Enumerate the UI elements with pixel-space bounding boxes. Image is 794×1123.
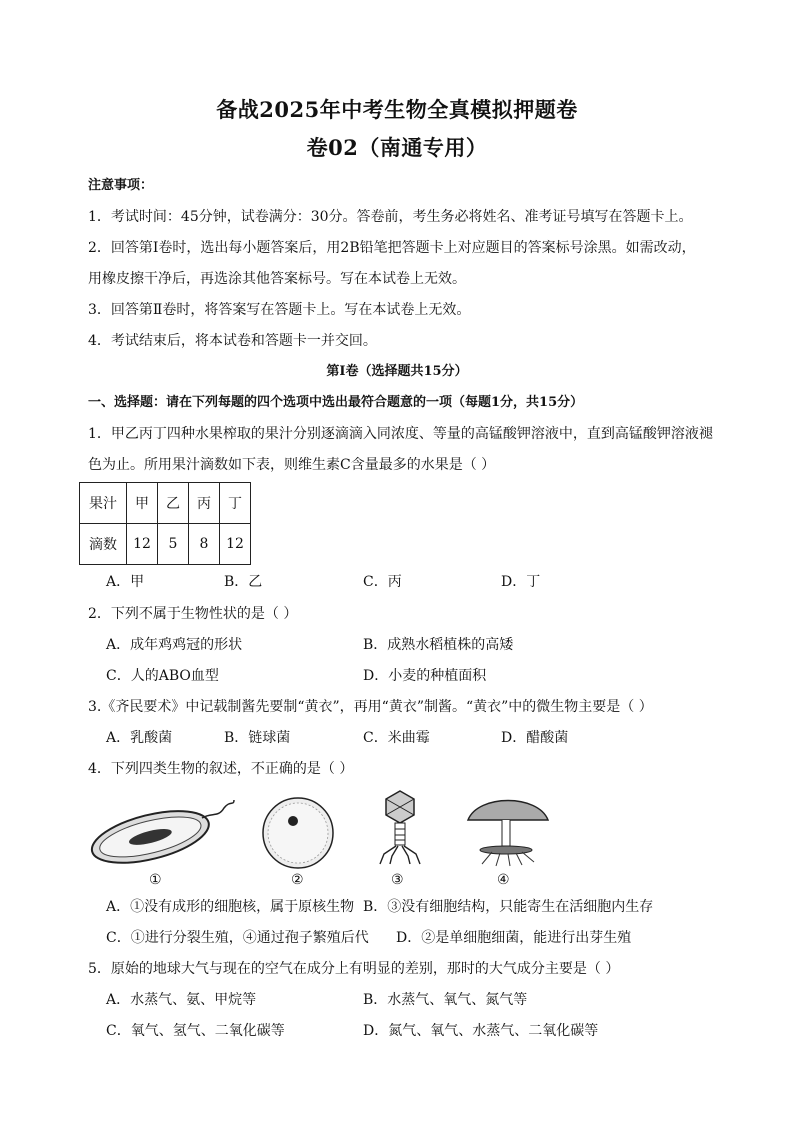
question-1-stem-cont: 色为止。所用果汁滴数如下表，则维生素C含量最多的水果是（ ） bbox=[88, 457, 496, 473]
option-b[interactable]: B．链球菌 bbox=[224, 730, 291, 746]
option-b[interactable]: B．乙 bbox=[224, 574, 263, 590]
mushroom-figure bbox=[462, 790, 554, 868]
question-3-stem: 3.《齐民要术》中记载制酱先要制“黄衣”，再用“黄衣”制酱。“黄衣”中的微生物主要是（ ） bbox=[88, 699, 653, 715]
option-a[interactable]: A．①没有成形的细胞核，属于原核生物 bbox=[106, 899, 355, 915]
figure-label-1: ① bbox=[149, 872, 162, 888]
figure-label-3: ③ bbox=[391, 872, 404, 888]
question-1-stem: 1．甲乙丙丁四种水果榨取的果汁分别逐滴滴入同浓度、等量的高锰酸钾溶液中，直到高锰酸钾溶液褪 bbox=[88, 426, 713, 442]
figure-label-4: ④ bbox=[497, 872, 510, 888]
option-a[interactable]: A．乳酸菌 bbox=[106, 730, 173, 746]
figure-label-2: ② bbox=[291, 872, 304, 888]
table-cell: 8 bbox=[189, 524, 220, 565]
exam-title: 备战2025年中考生物全真模拟押题卷 bbox=[216, 97, 578, 122]
table-row bbox=[80, 483, 251, 524]
notice-item: 1．考试时间：45分钟，试卷满分：30分。答卷前，考生务必将姓名、准考证号填写在答题卡上。 bbox=[88, 209, 693, 225]
option-c[interactable]: C．氧气、氢气、二氧化碳等 bbox=[106, 1023, 285, 1039]
table-cell: 12 bbox=[220, 524, 251, 565]
option-c[interactable]: C．米曲霉 bbox=[363, 730, 430, 746]
table-cell: 5 bbox=[158, 524, 189, 565]
table-cell: 甲 bbox=[127, 483, 158, 524]
notice-item: 3．回答第Ⅱ卷时，将答案写在答题卡上。写在本试卷上无效。 bbox=[88, 302, 471, 318]
section-title: 第Ⅰ卷（选择题共15分） bbox=[326, 364, 468, 379]
notice-heading: 注意事项： bbox=[88, 178, 154, 193]
single-cell-figure bbox=[260, 795, 336, 871]
option-b[interactable]: B．成熟水稻植株的高矮 bbox=[363, 637, 514, 653]
question-5-stem: 5．原始的地球大气与现在的空气在成分上有明显的差别，那时的大气成分主要是（ ） bbox=[88, 961, 620, 977]
bacterium-figure bbox=[84, 790, 236, 868]
table-cell: 果汁 bbox=[80, 483, 127, 524]
question-2-stem: 2．下列不属于生物性状的是（ ） bbox=[88, 606, 298, 622]
table-cell: 乙 bbox=[158, 483, 189, 524]
option-a[interactable]: A．成年鸡鸡冠的形状 bbox=[106, 637, 243, 653]
option-c[interactable]: C．丙 bbox=[363, 574, 402, 590]
table-cell: 滴数 bbox=[80, 524, 127, 565]
option-b[interactable]: B．水蒸气、氧气、氮气等 bbox=[363, 992, 528, 1008]
table-row bbox=[80, 524, 251, 565]
notice-item: 4．考试结束后，将本试卷和答题卡一并交回。 bbox=[88, 333, 377, 349]
option-a[interactable]: A．水蒸气、氨、甲烷等 bbox=[106, 992, 257, 1008]
virus-figure bbox=[374, 788, 426, 866]
notice-item: 用橡皮擦干净后，再选涂其他答案标号。写在本试卷上无效。 bbox=[88, 271, 466, 287]
option-d[interactable]: D．氮气、氧气、水蒸气、二氧化碳等 bbox=[363, 1023, 599, 1039]
section-instruction: 一、选择题：请在下列每题的四个选项中选出最符合题意的一项（每题1分，共15分） bbox=[88, 395, 584, 410]
question-4-stem: 4．下列四类生物的叙述，不正确的是（ ） bbox=[88, 761, 354, 777]
fruit-juice-table bbox=[79, 482, 251, 565]
table-cell: 丙 bbox=[189, 483, 220, 524]
option-c[interactable]: C．①进行分裂生殖，④通过孢子繁殖后代 bbox=[106, 930, 369, 946]
option-d[interactable]: D．②是单细胞细菌，能进行出芽生殖 bbox=[396, 930, 632, 946]
option-d[interactable]: D．小麦的种植面积 bbox=[363, 668, 487, 684]
option-a[interactable]: A．甲 bbox=[106, 574, 145, 590]
table-cell: 丁 bbox=[220, 483, 251, 524]
option-d[interactable]: D．丁 bbox=[501, 574, 541, 590]
option-d[interactable]: D．醋酸菌 bbox=[501, 730, 569, 746]
table-cell: 12 bbox=[127, 524, 158, 565]
notice-item: 2．回答第Ⅰ卷时，选出每小题答案后，用2B铅笔把答题卡上对应题目的答案标号涂黑。如需改动， bbox=[88, 240, 696, 256]
option-b[interactable]: B．③没有细胞结构，只能寄生在活细胞内生存 bbox=[363, 899, 654, 915]
exam-subtitle: 卷02（南通专用） bbox=[306, 135, 488, 160]
option-c[interactable]: C．人的ABO血型 bbox=[106, 668, 219, 684]
